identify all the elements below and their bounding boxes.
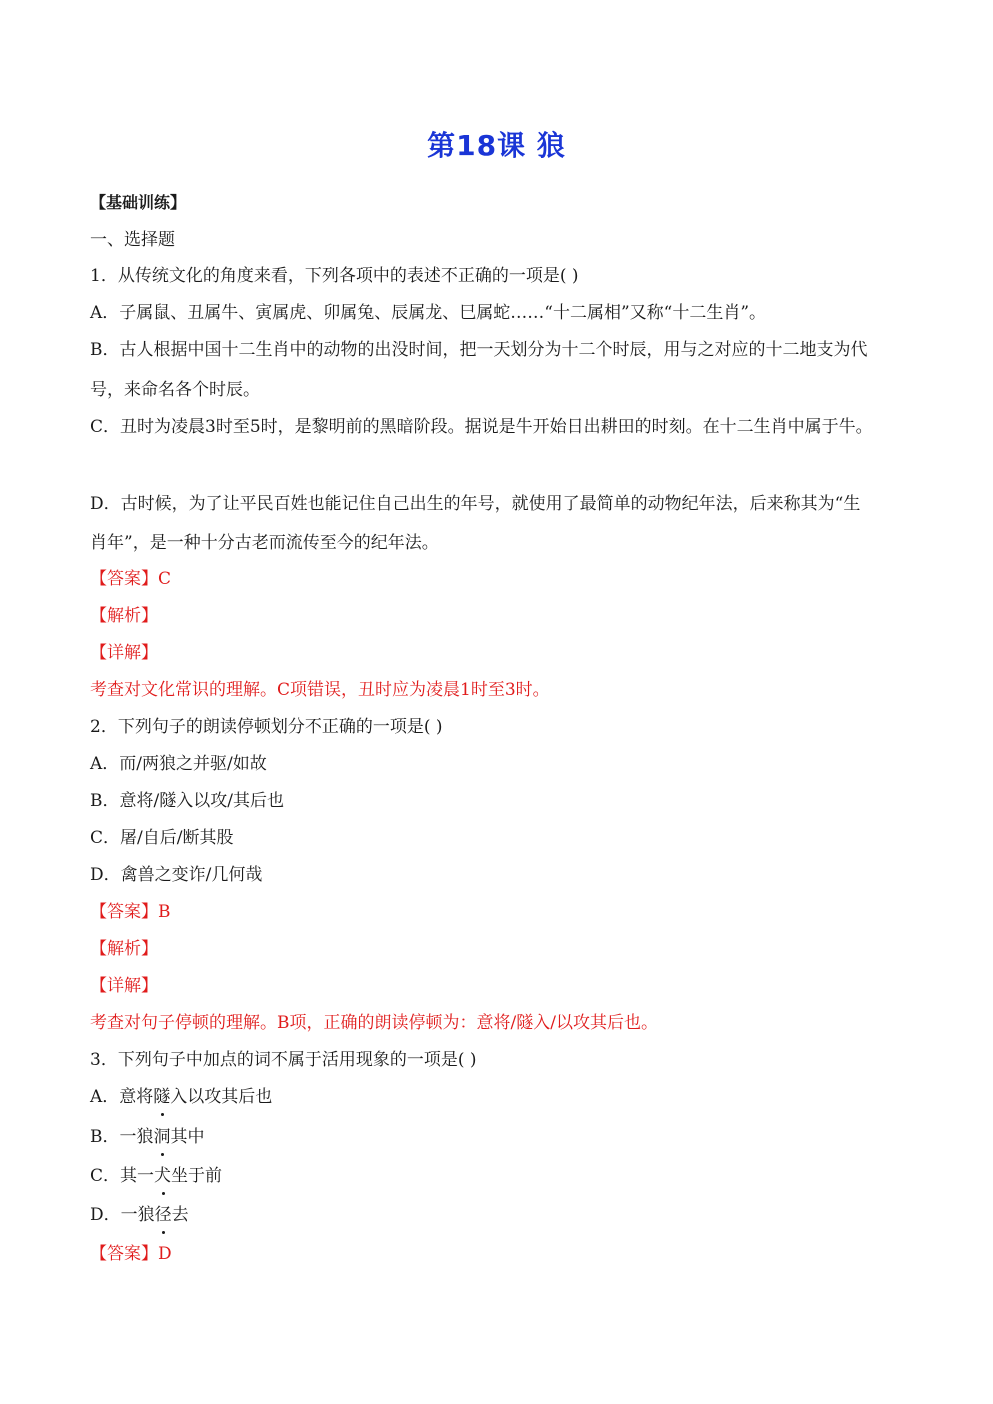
answer-label: 【答案】 — [90, 569, 158, 589]
option-text: 坐于前 — [171, 1166, 223, 1186]
page-title: 第18课 狼 — [427, 129, 566, 162]
option-text: A．意将 — [90, 1087, 154, 1107]
option-text: 入以攻其后也 — [170, 1087, 273, 1107]
question-1-stem: 1．从传统文化的角度来看，下列各项中的表述不正确的一项是( ) — [90, 266, 579, 286]
question-1-detail-label: 【详解】 — [90, 643, 158, 663]
question-2-stem: 2．下列句子的朗读停顿划分不正确的一项是( ) — [90, 717, 443, 737]
question-2-option-b: B．意将/隧入以攻/其后也 — [90, 791, 284, 811]
answer-value: C — [158, 569, 172, 589]
question-3-answer — [90, 1242, 172, 1266]
question-1-option-c: C．丑时为凌晨3时至5时，是黎明前的黑暗阶段。据说是牛开始日出耕田的时刻。在十二生肖中属于牛。 — [90, 417, 873, 437]
answer-label: 【答案】 — [90, 902, 158, 922]
question-2-option-c: C．屠/自后/断其股 — [90, 828, 234, 848]
question-2-option-d: D．禽兽之变诈/几何哉 — [90, 865, 263, 885]
dotted-word: 径 — [154, 1205, 172, 1225]
option-text: 去 — [171, 1205, 189, 1225]
question-2-analysis-label: 【解析】 — [90, 939, 158, 959]
question-3-option-a — [90, 1085, 272, 1109]
answer-label: 【答案】 — [90, 1244, 158, 1264]
question-1-option-a: A．子属鼠、丑属牛、寅属虎、卯属兔、辰属龙、巳属蛇……“十二属相”又称“十二生肖”。 — [90, 303, 767, 323]
question-1-detail: 考查对文化常识的理解。C项错误，丑时应为凌晨1时至3时。 — [90, 680, 550, 700]
answer-value: B — [158, 902, 171, 922]
part-heading: 一、选择题 — [90, 230, 175, 250]
question-1-analysis-label: 【解析】 — [90, 606, 158, 626]
question-2-detail: 考查对句子停顿的理解。B项，正确的朗读停顿为：意将/隧入/以攻其后也。 — [90, 1013, 658, 1033]
answer-value: D — [158, 1244, 172, 1264]
question-1-option-d: D．古时候，为了让平民百姓也能记住自己出生的年号，就使用了最简单的动物纪年法，后来称其为“生 — [90, 494, 861, 514]
question-2-option-a: A．而/两狼之并驱/如故 — [90, 754, 267, 774]
option-text: B．一狼 — [90, 1127, 154, 1147]
option-text: D．一狼 — [90, 1205, 155, 1225]
question-3-option-c — [90, 1164, 222, 1188]
question-1-answer — [90, 567, 171, 591]
question-2-detail-label: 【详解】 — [90, 976, 158, 996]
question-3-stem: 3．下列句子中加点的词不属于活用现象的一项是( ) — [90, 1050, 477, 1070]
dotted-word: 隧 — [153, 1087, 171, 1107]
section-header: 【基础训练】 — [90, 193, 187, 212]
dotted-word: 洞 — [153, 1127, 171, 1147]
dotted-word: 犬 — [154, 1166, 172, 1186]
option-text: C．其一 — [90, 1166, 155, 1186]
question-3-option-b — [90, 1125, 205, 1149]
question-1-option-d-cont: 肖年”，是一种十分古老而流传至今的纪年法。 — [90, 533, 439, 553]
question-1-option-b: B．古人根据中国十二生肖中的动物的出没时间，把一天划分为十二个时辰，用与之对应的十二地支为代 — [90, 340, 868, 360]
question-3-option-d — [90, 1203, 189, 1227]
option-text: 其中 — [170, 1127, 205, 1147]
question-2-answer — [90, 900, 171, 924]
question-1-option-b-cont: 号，来命名各个时辰。 — [90, 380, 260, 400]
